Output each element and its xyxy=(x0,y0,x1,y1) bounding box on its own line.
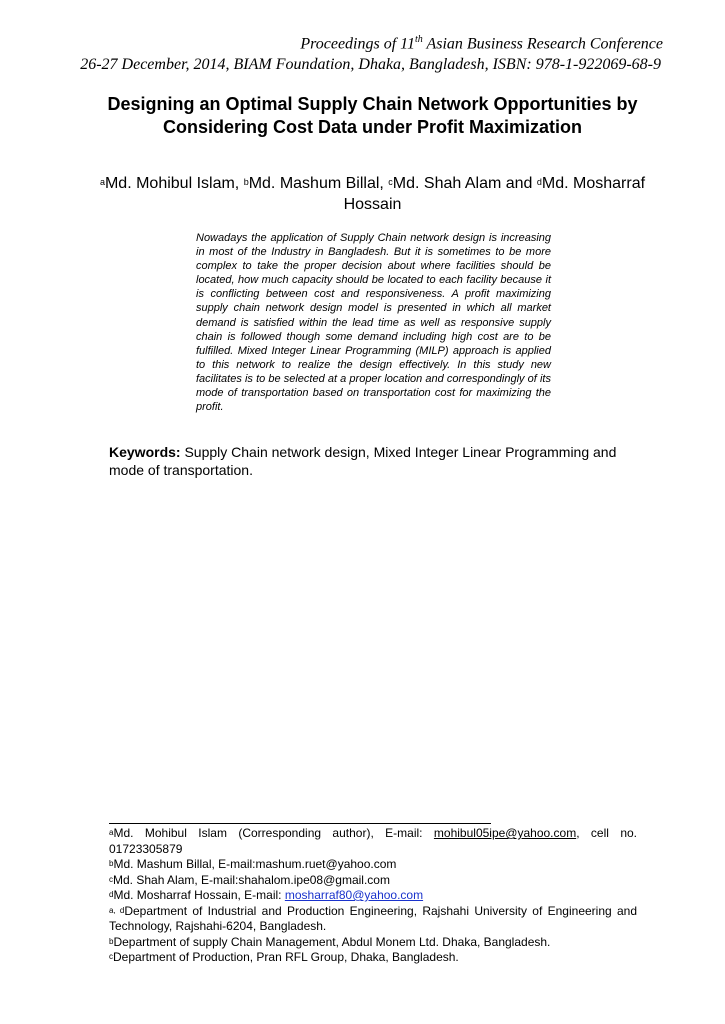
footnote-mark: b xyxy=(109,859,114,868)
footnote-d-text: Md. Mosharraf Hossain, E-mail: xyxy=(113,888,285,902)
header-line1-suffix: Asian Business Research Conference xyxy=(422,35,663,53)
footnote-a-text: Md. Mohibul Islam (Corresponding author), E-mail: xyxy=(113,826,434,840)
footnote-mark: d xyxy=(109,890,114,899)
footnote-b xyxy=(109,857,637,873)
paper-title: Designing an Optimal Supply Chain Network Opportunities by Considering Cost Data under Profit Maximization xyxy=(107,94,638,137)
footnote-c-text: Md. Shah Alam, E-mail:shahalom.ipe08@gmail.com xyxy=(113,872,390,887)
keywords-text: Supply Chain network design, Mixed Integer Linear Programming and mode of transportation. xyxy=(109,444,617,478)
footnote-mark: c xyxy=(109,952,113,961)
footnote-a-email[interactable]: mohibul05ipe@yahoo.com xyxy=(433,826,577,840)
author-mark: b xyxy=(243,177,249,187)
keywords-label: Keywords: xyxy=(109,444,181,460)
author-mark: d xyxy=(536,177,542,187)
footnote-mark: a xyxy=(109,828,114,837)
footnote-a-tail: , cell no. 01723305879 xyxy=(109,826,637,856)
header-line1-sup: th xyxy=(414,34,423,45)
conference-header-line2: 26-27 December, 2014, BIAM Foundation, Dhaka, Bangladesh, ISBN: 978-1-922069-68-9 xyxy=(80,56,661,73)
footnote-d xyxy=(109,888,637,904)
conference-header-line1 xyxy=(300,34,663,53)
author-name: Md. Mashum Billal, xyxy=(248,175,389,192)
author-name: Md. Mosharraf Hossain xyxy=(343,175,646,213)
footnote-c xyxy=(109,873,637,889)
footnote-affiliation-ad xyxy=(109,904,637,935)
footnote-affiliation-c-text: Department of Production, Pran RFL Group, Dhaka, Bangladesh. xyxy=(113,950,459,964)
author-mark: c xyxy=(388,177,393,187)
footnote-rule xyxy=(109,823,491,824)
footnote-d-email-link[interactable]: mosharraf80@yahoo.com xyxy=(284,888,424,902)
author-list xyxy=(95,173,650,215)
footnote-affiliation-ad-text: Department of Industrial and Production Engineering, Rajshahi University of Engineering and Technology, Rajshahi-6204, Bangladesh. xyxy=(109,903,637,933)
author-name: Md. Mohibul Islam, xyxy=(104,175,244,192)
abstract: Nowadays the application of Supply Chain network design is increasing in most of the Industry in Bangladesh. But it is sometimes to be more complex to take the proper decision about where facilities should be located, how much capacity should be located to each facility because it is conflicting between cost and responsiveness. A profit maximizing supply chain network design model is presented in which all market demand is satisfied within the lead time as well as responsive supply chain is followed though some demand including high cost are to be fulfilled. Mixed Integer Linear Programming (MILP) approach is applied to this network to realize the design effectively. In this study new facilitates is to be selected at a proper location and correspondingly of its mode of transportation based on transportation cost for maximizing the profit. xyxy=(196,232,551,414)
footnote-mark: b xyxy=(109,936,114,946)
footnote-mark: c xyxy=(109,874,113,884)
footnote-mark: a, d xyxy=(109,905,125,915)
author-mark: a xyxy=(99,177,105,187)
footnote-a xyxy=(109,826,637,857)
header-line1-prefix: Proceedings of 11 xyxy=(300,35,415,53)
keywords xyxy=(109,443,619,479)
author-name: Md. Shah Alam and xyxy=(392,175,537,192)
footnote-affiliation-b-text: Department of supply Chain Management, Abdul Monem Ltd. Dhaka, Bangladesh. xyxy=(113,934,551,949)
footnote-affiliation-c xyxy=(109,950,637,966)
footnote-b-text: Md. Mashum Billal, E-mail:mashum.ruet@yahoo.com xyxy=(113,857,397,871)
footnotes xyxy=(109,826,637,966)
footnote-affiliation-b xyxy=(109,935,637,951)
